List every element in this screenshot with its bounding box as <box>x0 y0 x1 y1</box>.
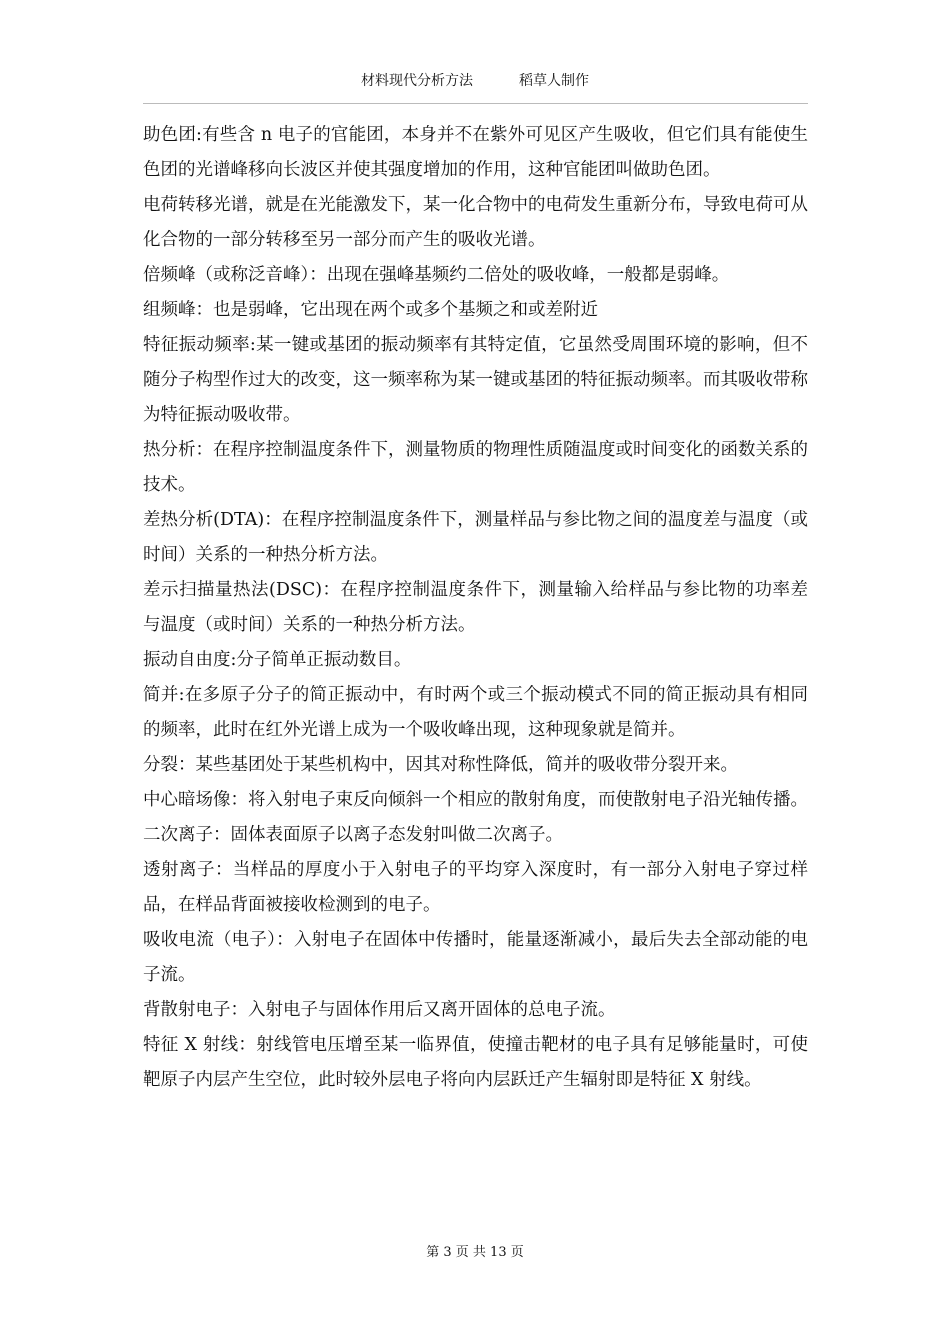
paragraph-splitting: 分裂：某些基团处于某些机构中，因其对称性降低，简并的吸收带分裂开来。 <box>143 755 738 775</box>
paragraph-overtone: 倍频峰（或称泛音峰）：出现在强峰基频约二倍处的吸收峰，一般都是弱峰。 <box>143 265 730 285</box>
paragraph-backscattered: 背散射电子：入射电子与固体作用后又离开固体的总电子流。 <box>143 1000 616 1020</box>
page-header <box>0 70 950 90</box>
paragraph-transmitted: 透射离子：当样品的厚度小于入射电子的平均穿入深度时，有一部分入射电子穿过样品，在样品背面被接收检测到的电子。 <box>143 860 808 915</box>
paragraph-characteristic-frequency: 特征振动频率:某一键或基团的振动频率有其特定值，它虽然受周围环境的影响，但不随分子构型作过大的改变，这一频率称为某一键或基团的特征振动频率。而其吸收带称为特征振动吸收带。 <box>143 335 808 425</box>
header-author: 稻草人制作 <box>519 73 589 89</box>
paragraph-dark-field: 中心暗场像：将入射电子束反向倾斜一个相应的散射角度，而使散射电子沿光轴传播。 <box>143 790 808 810</box>
paragraph-characteristic-xray: 特征 X 射线：射线管电压增至某一临界值，使撞击靶材的电子具有足够能量时，可使靶原子内层产生空位，此时较外层电子将向内层跃迁产生辐射即是特征 X 射线。 <box>143 1035 808 1090</box>
paragraph-dsc: 差示扫描量热法(DSC)：在程序控制温度条件下，测量输入给样品与参比物的功率差与温度（或时间）关系的一种热分析方法。 <box>143 580 808 635</box>
header-course-title: 材料现代分析方法 <box>361 73 473 89</box>
paragraph-dta: 差热分析(DTA)：在程序控制温度条件下，测量样品与参比物之间的温度差与温度（或时间）关系的一种热分析方法。 <box>143 510 808 565</box>
paragraph-charge-transfer: 电荷转移光谱，就是在光能激发下，某一化合物中的电荷发生重新分布，导致电荷可从化合物的一部分转移至另一部分而产生的吸收光谱。 <box>143 195 808 250</box>
page-number: 第 3 页 共 13 页 <box>426 1245 524 1260</box>
paragraph-absorbed-current: 吸收电流（电子）：入射电子在固体中传播时，能量逐渐减小，最后失去全部动能的电子流。 <box>143 930 808 985</box>
paragraph-combination: 组频峰：也是弱峰，它出现在两个或多个基频之和或差附近 <box>143 300 598 320</box>
paragraph-thermal-analysis: 热分析：在程序控制温度条件下，测量物质的物理性质随温度或时间变化的函数关系的技术。 <box>143 440 808 495</box>
header-rule <box>143 103 808 104</box>
paragraph-degeneracy: 简并:在多原子分子的简正振动中，有时两个或三个振动模式不同的简正振动具有相同的频率，此时在红外光谱上成为一个吸收峰出现，这种现象就是简并。 <box>143 685 808 740</box>
paragraph-secondary-ion: 二次离子：固体表面原子以离子态发射叫做二次离子。 <box>143 825 563 845</box>
paragraph-auxochrome: 助色团:有些含 n 电子的官能团，本身并不在紫外可见区产生吸收，但它们具有能使生色团的光谱峰移向长波区并使其强度增加的作用，这种官能团叫做助色团。 <box>143 125 808 180</box>
page-footer <box>0 1241 950 1260</box>
document-body <box>143 118 808 1098</box>
paragraph-vibrational-freedom: 振动自由度:分子简单正振动数目。 <box>143 650 412 670</box>
